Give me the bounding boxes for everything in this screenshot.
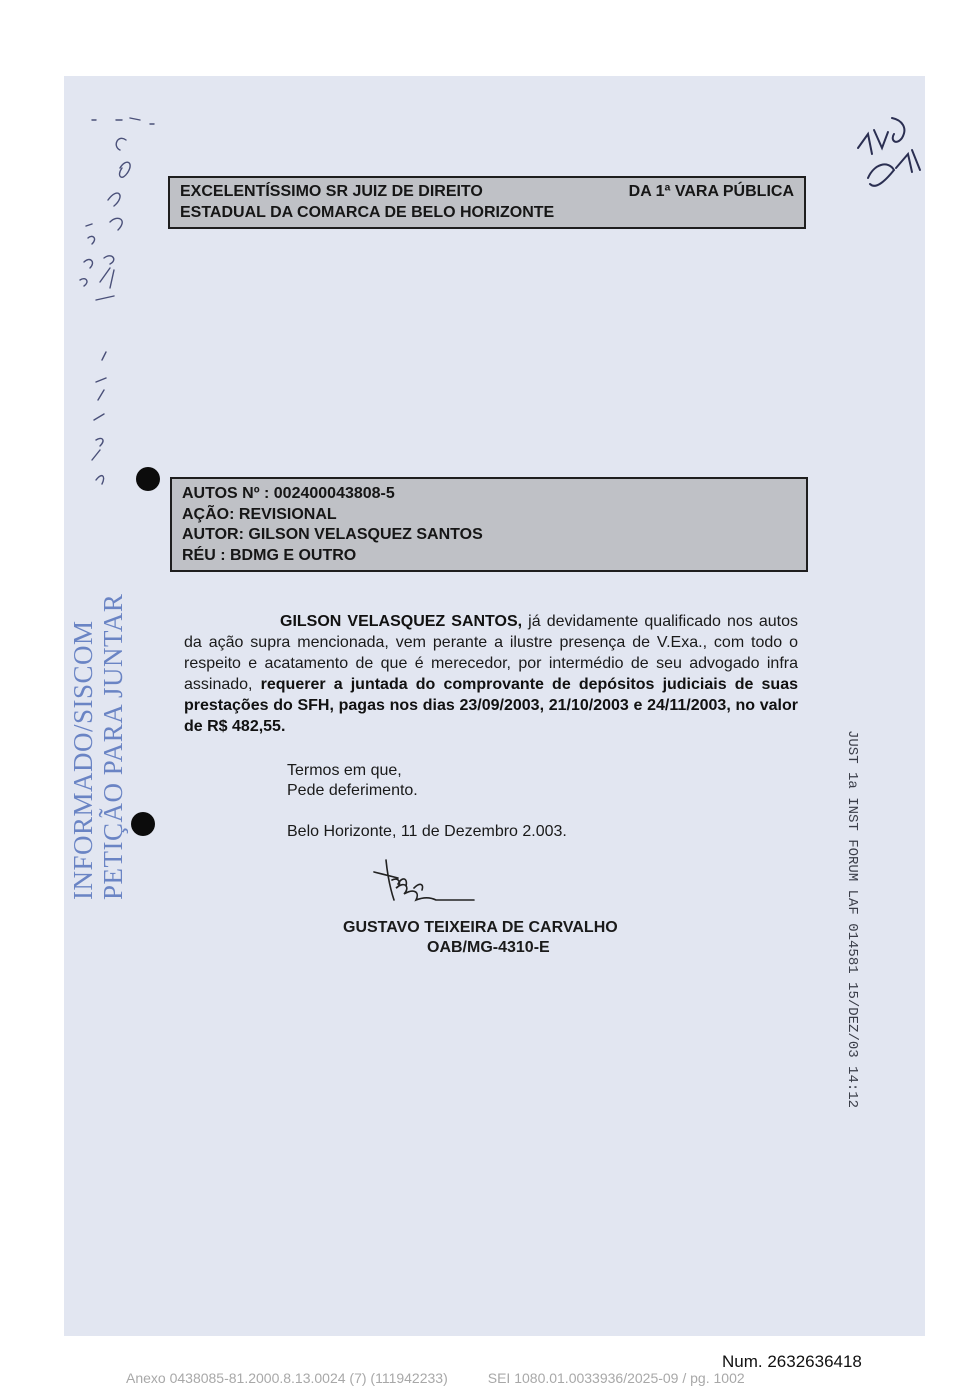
petition-text: já devidamente qualificado nos autos da ação supra mencionada, vem perante a ilustre presença de V.Exa., com todo o respeito e acatamento de que é merecedor, por intermédio de seu advogado infra assinado, bbox=[184, 613, 799, 693]
signature-scribble bbox=[374, 860, 474, 900]
closing-line2: Pede deferimento. bbox=[287, 782, 418, 799]
closing-line1: Termos em que, bbox=[287, 762, 402, 779]
case-details-box bbox=[170, 477, 808, 572]
footer-source bbox=[126, 1370, 745, 1386]
court-header-box bbox=[168, 176, 806, 229]
signatory-oab: OAB/MG-4310-E bbox=[427, 939, 550, 956]
header-line1-right: DA 1ª VARA PÚBLICA bbox=[628, 183, 794, 200]
place-date: Belo Horizonte, 11 de Dezembro 2.003. bbox=[287, 823, 567, 840]
header-line2: ESTADUAL DA COMARCA DE BELO HORIZONTE bbox=[180, 204, 555, 221]
document-number: Num. 2632636418 bbox=[722, 1352, 862, 1371]
petition-request: requerer a juntada do comprovante de depósitos judiciais de suas prestações do SFH, pagas nos dias 23/09/2003, 21/10/2003 e 24/11/2003, no valor de R$ 482,55. bbox=[184, 676, 799, 735]
handwritten-page-number bbox=[858, 118, 920, 186]
punch-hole-top bbox=[136, 467, 160, 491]
stamp-peticao: PETIÇÃO PARA JUNTAR bbox=[98, 593, 128, 900]
case-action: AÇÃO: REVISIONAL bbox=[182, 505, 337, 523]
case-defendant: RÉU : BDMG E OUTRO bbox=[182, 546, 357, 564]
case-author: AUTOR: GILSON VELASQUEZ SANTOS bbox=[182, 526, 483, 543]
petition-paragraph bbox=[184, 611, 798, 737]
case-number: AUTOS Nº : 002400043808-5 bbox=[182, 485, 395, 502]
footer-sei: SEI 1080.01.0033936/2025-09 / pg. 1002 bbox=[487, 1370, 745, 1386]
handwritten-margin-note bbox=[80, 118, 154, 484]
blue-receipt-stamp bbox=[68, 560, 158, 900]
petitioner-name: GILSON VELASQUEZ SANTOS, bbox=[280, 613, 523, 630]
header-line1-left: EXCELENTÍSSIMO SR JUIZ DE DIREITO bbox=[180, 183, 483, 200]
protocol-stamp: JUST 1a INST FORUM LAF 014581 15/DEZ/03 14:12 bbox=[844, 730, 860, 1109]
footer-anexo: Anexo 0438085-81.2000.8.13.0024 (7) (111942233) bbox=[126, 1370, 448, 1386]
stamp-informado: INFORMADO/SISCOM bbox=[68, 620, 98, 900]
signatory-name: GUSTAVO TEIXEIRA DE CARVALHO bbox=[343, 919, 618, 936]
